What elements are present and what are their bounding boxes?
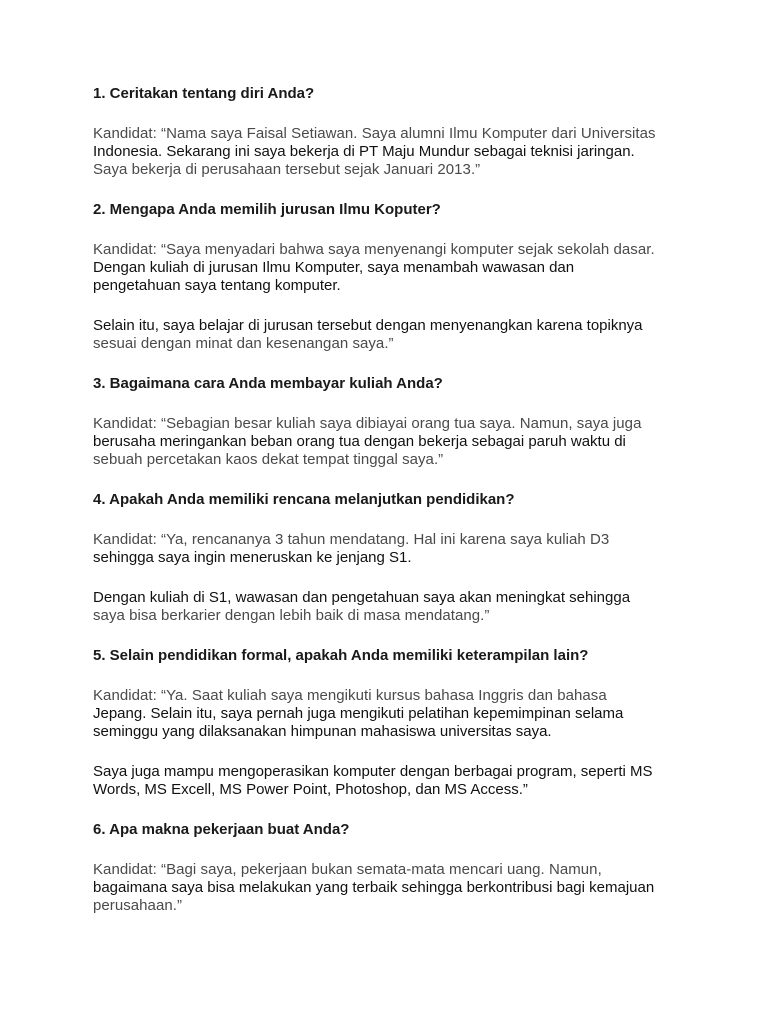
question-heading: 6. Apa makna pekerjaan buat Anda? <box>93 821 350 838</box>
answer-line: Dengan kuliah di jurusan Ilmu Komputer, saya menambah wawasan dan <box>93 259 575 276</box>
answer-paragraph <box>93 415 693 469</box>
question-heading: 3. Bagaimana cara Anda membayar kuliah Anda? <box>93 375 443 392</box>
answer-line: Indonesia. Sekarang ini saya bekerja di PT Maju Mundur sebagai teknisi jaringan. <box>93 143 635 160</box>
answer-paragraph <box>93 241 693 295</box>
answer-line: Saya juga mampu mengoperasikan komputer dengan berbagai program, seperti MS <box>93 763 653 780</box>
answer-line: Kandidat: “Saya menyadari bahwa saya menyenangi komputer sejak sekolah dasar. <box>93 241 655 258</box>
answer-line: Kandidat: “Sebagian besar kuliah saya dibiayai orang tua saya. Namun, saya juga <box>93 415 642 432</box>
answer-paragraph <box>93 763 693 799</box>
answer-line: sesuai dengan minat dan kesenangan saya.” <box>93 335 394 352</box>
qa-section <box>93 375 693 469</box>
answer-line: Selain itu, saya belajar di jurusan tersebut dengan menyenangkan karena topiknya <box>93 317 643 334</box>
answer-line: perusahaan.” <box>93 897 182 914</box>
answer-line: sehingga saya ingin meneruskan ke jenjang S1. <box>93 549 412 566</box>
answer-line: Saya bekerja di perusahaan tersebut sejak Januari 2013.” <box>93 161 481 178</box>
answer-line: Jepang. Selain itu, saya pernah juga mengikuti pelatihan kepemimpinan selama <box>93 705 624 722</box>
answer-line: seminggu yang dilaksanakan himpunan mahasiswa universitas saya. <box>93 723 552 740</box>
question-heading: 2. Mengapa Anda memilih jurusan Ilmu Koputer? <box>93 201 441 218</box>
answer-line: Words, MS Excell, MS Power Point, Photoshop, dan MS Access.” <box>93 781 528 798</box>
answer-line: Kandidat: “Bagi saya, pekerjaan bukan semata-mata mencari uang. Namun, <box>93 861 602 878</box>
answer-line: Dengan kuliah di S1, wawasan dan pengetahuan saya akan meningkat sehingga <box>93 589 631 606</box>
qa-section <box>93 491 693 625</box>
qa-section <box>93 647 693 799</box>
qa-section <box>93 201 693 353</box>
answer-paragraph <box>93 125 693 179</box>
question-heading: 1. Ceritakan tentang diri Anda? <box>93 85 315 102</box>
answer-line: saya bisa berkarier dengan lebih baik di masa mendatang.” <box>93 607 490 624</box>
answer-line: Kandidat: “Ya, rencananya 3 tahun mendatang. Hal ini karena saya kuliah D3 <box>93 531 610 548</box>
question-heading: 5. Selain pendidikan formal, apakah Anda memiliki keterampilan lain? <box>93 647 589 664</box>
question-heading: 4. Apakah Anda memiliki rencana melanjutkan pendidikan? <box>93 491 515 508</box>
answer-paragraph <box>93 531 693 567</box>
answer-paragraph <box>93 317 693 353</box>
answer-paragraph <box>93 687 693 741</box>
document-body <box>93 85 693 937</box>
answer-line: pengetahuan saya tentang komputer. <box>93 277 341 294</box>
answer-line: berusaha meringankan beban orang tua dengan bekerja sebagai paruh waktu di <box>93 433 626 450</box>
qa-section <box>93 85 693 179</box>
qa-section <box>93 821 693 915</box>
answer-line: Kandidat: “Nama saya Faisal Setiawan. Saya alumni Ilmu Komputer dari Universitas <box>93 125 656 142</box>
answer-line: sebuah percetakan kaos dekat tempat tinggal saya.” <box>93 451 444 468</box>
answer-paragraph <box>93 589 693 625</box>
answer-line: Kandidat: “Ya. Saat kuliah saya mengikuti kursus bahasa Inggris dan bahasa <box>93 687 607 704</box>
answer-line: bagaimana saya bisa melakukan yang terbaik sehingga berkontribusi bagi kemajuan <box>93 879 655 896</box>
answer-paragraph <box>93 861 693 915</box>
